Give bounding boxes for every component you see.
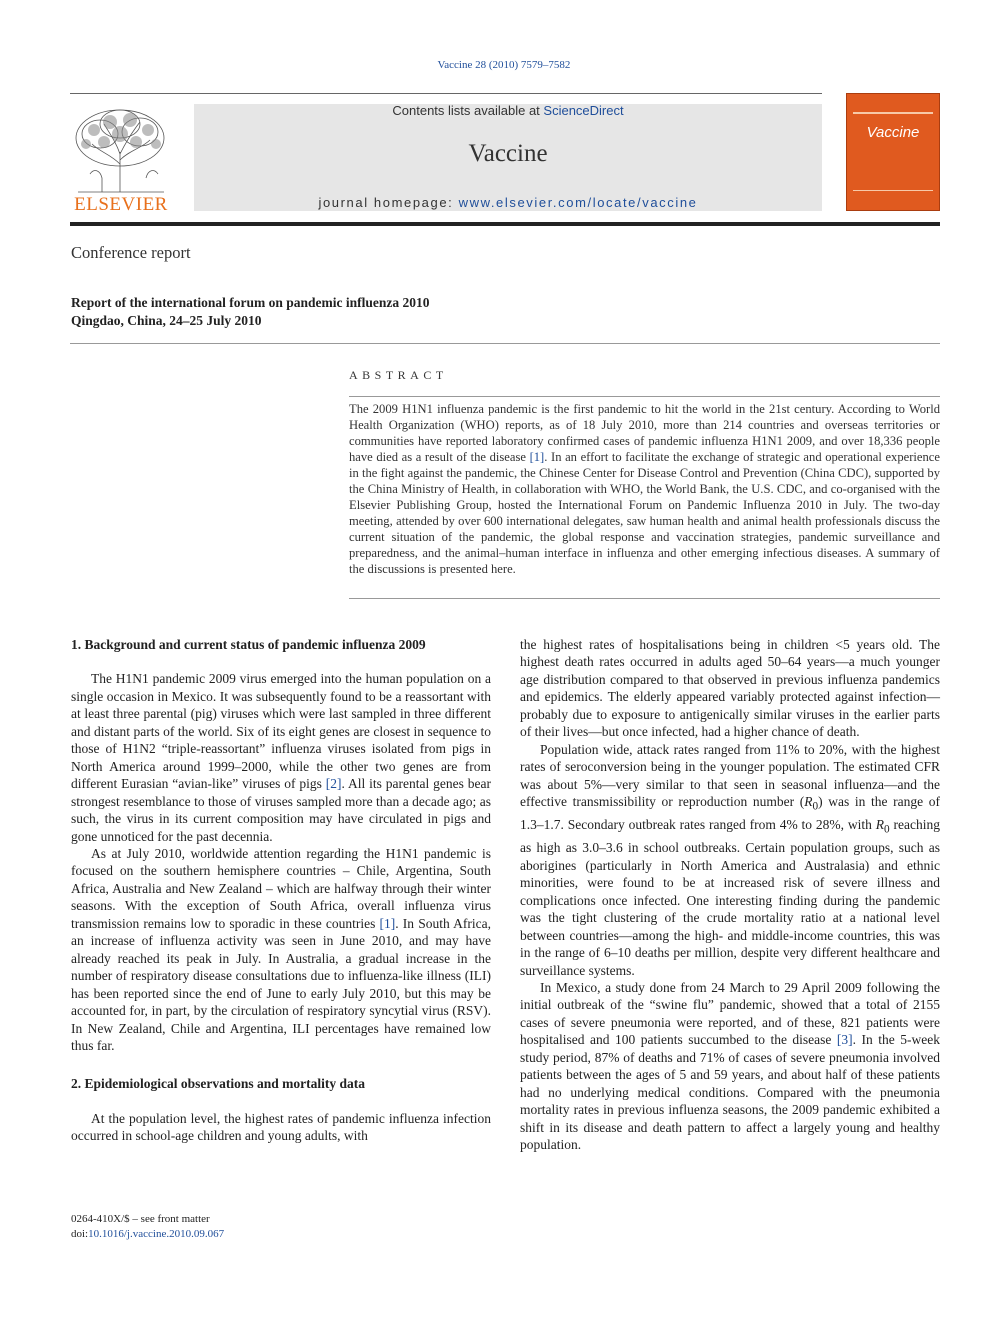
left-column bbox=[71, 636, 491, 1145]
elsevier-wordmark: ELSEVIER bbox=[74, 194, 168, 215]
cover-fineprint bbox=[853, 190, 933, 199]
ref-link[interactable]: [2] bbox=[325, 776, 342, 792]
section-heading: 1. Background and current status of pandemic influenza 2009 bbox=[71, 637, 426, 652]
footer bbox=[71, 1212, 224, 1242]
article-type: Conference report bbox=[71, 243, 191, 262]
article-subtitle: Qingdao, China, 24–25 July 2010 bbox=[71, 313, 262, 328]
article-title: Report of the international forum on pandemic influenza 2010 bbox=[71, 295, 430, 310]
journal-title: Vaccine bbox=[468, 140, 548, 167]
paragraph: In Mexico, a study done from 24 March to 29 April 2009 following the initial outbreak of the “swine flu” pandemic, showed that a total of 2155 cases of severe pneumonia were reported, and of these, 821 patients were hospitalised and 100 patients succumbed to the disease [3]. In the 5-week study period, 87% of deaths and 71% of cases of severe pneumonia involved patients between the ages of 5 and 59 years, and about half of these patients had no underlying medical conditions. Compared with the pneumonia mortality rates in previous influenza seasons, the 2009 pandemic exhibited a shift in its disease and death pattern to affect a largely young and healthy population. bbox=[520, 979, 941, 1153]
cover-band bbox=[853, 112, 933, 114]
journal-homepage: journal homepage: www.elsevier.com/locate/vaccine bbox=[318, 195, 698, 210]
right-column bbox=[520, 636, 940, 1154]
journal-cover[interactable] bbox=[846, 93, 940, 211]
homepage-link[interactable]: www.elsevier.com/locate/vaccine bbox=[458, 195, 698, 210]
paragraph: The H1N1 pandemic 2009 virus emerged into the human population on a single occasion in Mexico. It was subsequently found to be a reassortant with at least three parental (pig) viruses which were last sampled in three different and distant parts of the world. Six of its eight genes are closest in sequence to those of H1N2 “triple-reassortant” influenza viruses isolated from pigs in North America around 1999–2000, while the other two genes are from different Eurasian “avian-like” viruses of pigs [2]. All its parental genes bear strongest resemblance to those of viruses sampled more than a decade ago; as such, the virus in its current composition may have circulated in pigs and gone unnoticed for the past decennia. bbox=[71, 671, 491, 844]
header-rule bbox=[70, 93, 822, 94]
issn-line: 0264-410X/$ – see front matter bbox=[71, 1213, 210, 1225]
paragraph: Population wide, attack rates ranged from 11% to 20%, with the highest rates of seroconversion being in the younger population. The estimated CFR was about 5%—very similar to that seen in seasonal influenza—and the effective transmissibility or reproduction number $(R_0)$ was in the range of 1.3–1.7. Secondary outbreak rates ranged from 4% to 28%, with $R_0$ reaching as high as 3.0–3.6 in school outbreaks. Certain population groups, such as aborigines (particularly in North America and Australasia) and ethnic minorities, were found to be at increased risk of severe illness and complications once infected. One interesting finding during the pandemic was the tight clustering of the crude mortality ratio at a national level between countries—among the high- and middle-income countries, this was in the range of 6–10 deaths per million, despite very different healthcare and surveillance systems. bbox=[520, 741, 940, 978]
paragraph: At the population level, the highest rates of pandemic influenza infection occurred in school-age children and young adults, with bbox=[71, 1110, 491, 1144]
section-heading: 2. Epidemiological observations and mortality data bbox=[71, 1076, 366, 1092]
ref-link[interactable]: [1] bbox=[529, 450, 545, 464]
article-title-block bbox=[71, 294, 430, 330]
contents-line: Contents lists available at ScienceDirect bbox=[392, 103, 624, 118]
journal-citation[interactable]: Vaccine 28 (2010) 7579–7582 bbox=[437, 59, 571, 71]
abstract-rule-top bbox=[349, 396, 940, 397]
paragraph-continued: the highest rates of hospitalisations being in children <5 years old. The highest death rates occurred in adults aged 50–64 years—a much younger age distribution compared to that observed in previous influenza pandemics and epidemics. The elderly appeared variably protected against infection—probably due to exposure to antigenically similar viruses in the earlier parts of their lives—but once infected, had a higher chance of death. bbox=[520, 637, 940, 740]
doi-link[interactable]: 10.1016/j.vaccine.2010.09.067 bbox=[88, 1228, 225, 1240]
header-thick-rule bbox=[70, 222, 940, 226]
elsevier-logo[interactable] bbox=[70, 104, 172, 216]
abstract-rule-bottom bbox=[349, 598, 940, 599]
ref-link[interactable]: [1] bbox=[379, 915, 396, 931]
title-rule bbox=[70, 343, 940, 344]
doi-line: doi:10.1016/j.vaccine.2010.09.067 bbox=[71, 1228, 225, 1240]
paragraph: As at July 2010, worldwide attention regarding the H1N1 pandemic is focused on the southern hemisphere countries – Chile, Argentina, South Africa, Australia and New Zealand – which are halfway through their winter seasons. With the exception of South Africa, overall influenza virus transmission remains low to sporadic in these countries [1]. In South Africa, an increase of influenza activity was seen in June 2010, and may have already reached its peak in July. In Australia, a gradual increase in the number of respiratory disease consultations due to influenza-like illness (ILI) has been reported since the end of June to early July 2010, but this may be accounted for, in part, by the circulation of respiratory syncytial virus (RSV). In New Zealand, Chile and Argentina, ILI percentages have remained low thus far. bbox=[71, 845, 491, 1053]
sciencedirect-link[interactable]: ScienceDirect bbox=[543, 103, 624, 118]
cover-title: Vaccine bbox=[866, 124, 920, 141]
abstract-heading: ABSTRACT bbox=[349, 368, 448, 382]
abstract-text: The 2009 H1N1 influenza pandemic is the first pandemic to hit the world in the 21st century. According to World Health Organization (WHO) reports, as of 18 July 2010, more than 214 countries and overseas territories or communities have reported laboratory confirmed cases of pandemic influenza H1N1 2009, and over 18,336 people have died as a result of the disease [1]. In an effort to facilitate the exchange of strategic and operational experience in the fight against the pandemic, the Chinese Center for Disease Control and Prevention (China CDC), supported by the China Ministry of Health, in collaboration with WHO, the World Bank, the U.S. CDC, and co-organised with the Elsevier Publishing Group, hosted the International Forum on Pandemic Influenza 2010 in July. The two-day meeting, attended by over 600 international delegates, saw human health and animal health professionals discuss the current situation of the pandemic, the global response and vaccination strategies, pandemic surveillance and preparedness, and the animal–human interface in influenza and other emerging infectious diseases. A summary of the discussions is presented here. bbox=[349, 402, 940, 576]
ref-link[interactable]: [3] bbox=[836, 1032, 853, 1048]
elsevier-tree-icon bbox=[70, 104, 172, 196]
